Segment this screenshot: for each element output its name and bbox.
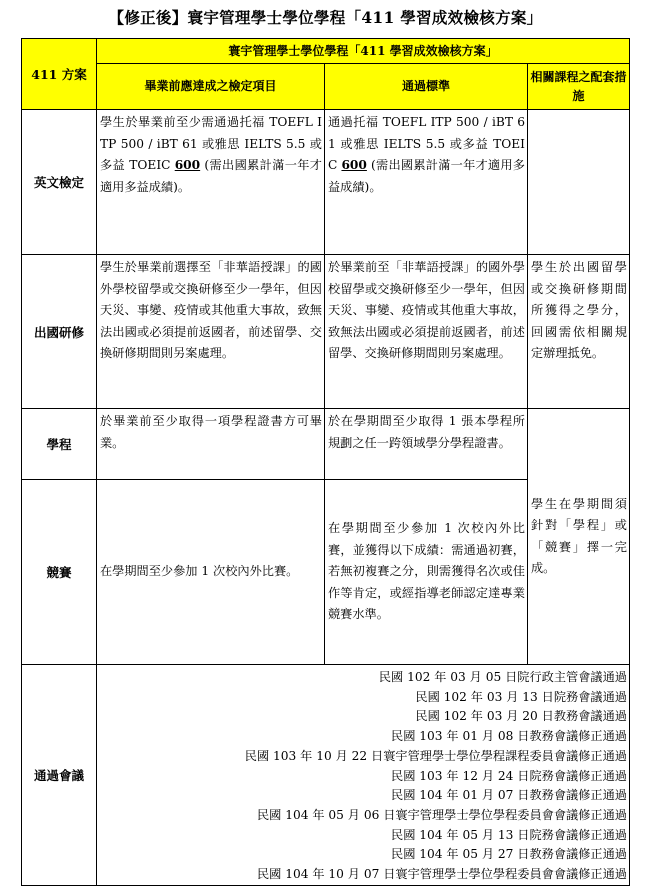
row-label-meetings: 通過會議 (22, 665, 97, 886)
meeting-line: 民國 104 年 10 月 07 日寰宇管理學士學位學程委員會會議修正通過 (256, 867, 627, 882)
shared-measure: 學生在學期間須針對「學程」或「競賽」擇一完成。 (528, 409, 630, 665)
english-measure (528, 110, 630, 255)
abroad-standard: 於畢業前至「非華語授課」的國外學校留學或交換研修至少一學年，但因天災、事變、疫情或其他重大事故，致無法出國或必須提前返國者，前述留學、交換研修期間則另案處理。 (325, 255, 528, 409)
row-label-competition: 競賽 (22, 480, 97, 665)
meeting-line: 民國 104 年 05 月 27 日教務會議修正通過 (391, 847, 627, 862)
meeting-line: 民國 102 年 03 月 13 日院務會議通過 (415, 689, 627, 704)
meeting-line: 民國 102 年 03 月 05 日院行政主管會議通過 (378, 670, 627, 684)
meeting-line: 民國 104 年 01 月 07 日教務會議修正通過 (391, 788, 627, 803)
english-standard: 通過托福 TOEFL ITP 500 / iBT 61 或雅思 IELTS 5.5 或多益 TOEIC 600 (需出國累計滿一年才適用多益成績)。 (325, 110, 528, 255)
abroad-measure: 學生於出國留學或交換研修期間所獲得之學分，回國需依相關規定辦理抵免。 (528, 255, 630, 409)
row-label-abroad: 出國研修 (22, 255, 97, 409)
meeting-line: 民國 103 年 01 月 08 日教務會議修正通過 (391, 729, 627, 744)
meeting-list (97, 665, 630, 886)
table-row (22, 409, 630, 480)
row-label-english: 英文檢定 (22, 110, 97, 255)
abroad-item: 學生於畢業前選擇至「非華語授課」的國外學校留學或交換研修至少一學年，但因天災、事變、疫情或其他重大事故，致無法出國或必須提前返國者，前述留學、交換研修期間則另案處理。 (97, 255, 325, 409)
competition-item: 在學期間至少參加 1 次校內外比賽。 (97, 480, 325, 665)
assessment-table (21, 38, 630, 886)
english-item: 學生於畢業前至少需通過托福 TOEFL ITP 500 / iBT 61 或雅思 IELTS 5.5 或多益 TOEIC 600 (需出國累計滿一年才適用多益成績)。 (97, 110, 325, 255)
group-header: 寰宇管理學士學位學程「411 學習成效檢核方案」 (97, 39, 630, 64)
table-row (22, 110, 630, 255)
meeting-line: 民國 104 年 05 月 06 日寰宇管理學士學位學程委員會會議修正通過 (256, 807, 627, 822)
toeic-score: 600 (174, 158, 201, 172)
column-header-item: 畢業前應達成之檢定項目 (97, 64, 325, 110)
meeting-line: 民國 102 年 03 月 20 日教務會議通過 (415, 709, 627, 724)
page-title: 【修正後】寰宇管理學士學位學程「411 學習成效檢核方案」 (108, 8, 543, 27)
meeting-line: 民國 104 年 05 月 13 日院務會議修正通過 (391, 827, 627, 842)
row-label-program: 學程 (22, 409, 97, 480)
meeting-line: 民國 103 年 10 月 22 日寰宇管理學士學位學程課程委員會議修正通過 (244, 748, 627, 763)
corner-header: 411 方案 (22, 39, 97, 110)
program-item: 於畢業前至少取得一項學程證書方可畢業。 (97, 409, 325, 480)
program-standard: 於在學期間至少取得 1 張本學程所規劃之任一跨領域學分學程證書。 (325, 409, 528, 480)
column-header-measure: 相關課程之配套措施 (528, 64, 630, 110)
table-row (22, 255, 630, 409)
column-header-standard: 通過標準 (325, 64, 528, 110)
competition-standard: 在學期間至少參加 1 次校內外比賽，並獲得以下成績：需通過初賽，若無初複賽之分，則需獲得名次或佳作等肯定，或經指導老師認定達專業競賽水準。 (325, 480, 528, 665)
table-row (22, 665, 630, 886)
toeic-score: 600 (341, 158, 367, 172)
meeting-line: 民國 103 年 12 月 24 日院務會議修正通過 (391, 768, 627, 783)
